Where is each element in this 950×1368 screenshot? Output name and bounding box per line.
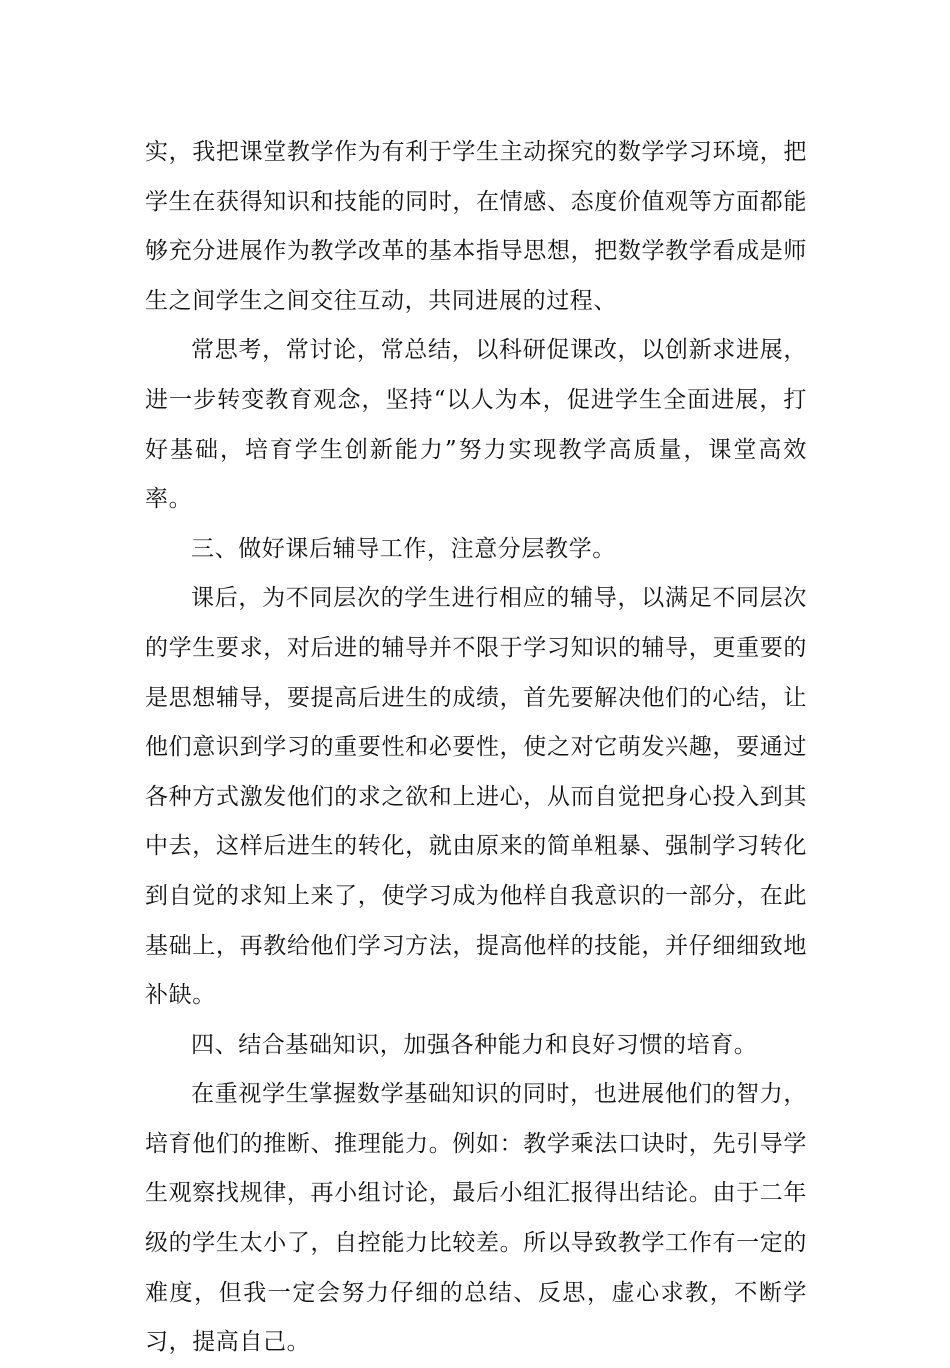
paragraph-reflection: 常思考，常讨论，常总结，以科研促课改，以创新求进展，进一步转变教育观念，坚持“以人为本，促进学生全面进展，打好基础，培育学生创新能力”努力实现教学高质量，课堂高效率。 (145, 337, 807, 513)
document-body (145, 128, 807, 1368)
paragraph-continuation: 实，我把课堂教学作为有利于学生主动探究的数学学习环境，把学生在获得知识和技能的同时，在情感、态度价值观等方面都能够充分进展作为教学改革的基本指导思想，把数学教学看成是师生之间学生之间交往互动，共同进展的过程、 (145, 139, 807, 314)
section-heading-abilities-habits: 四、结合基础知识，加强各种能力和良好习惯的培育。 (191, 1031, 758, 1058)
paragraph-tutoring: 课后，为不同层次的学生进行相应的辅导，以满足不同层次的学生要求，对后进的辅导并不限于学习知识的辅导，更重要的是思想辅导，要提高后进生的成绩，首先要解决他们的心结，让他们意识到学习的重要性和必要性，使之对它萌发兴趣，要通过各种方式激发他们的求之欲和上进心，从而自觉把身心投入到其中去，这样后进生的转化，就由原来的简单粗暴、强制学习转化到自觉的求知上来了，使学习成为他样自我意识的一部分，在此基础上，再教给他们学习方法，提高他样的技能，并仔细细致地补缺。 (145, 585, 807, 1009)
paragraph-abilities: 在重视学生掌握数学基础知识的同时，也进展他们的智力，培育他们的推断、推理能力。例如：教学乘法口诀时，先引导学生观察找规律，再小组讨论，最后小组汇报得出结论。由于二年级的学生太小了，自控能力比较差。所以导致教学工作有一定的难度，但我一定会努力仔细的总结、反思，虚心求教，不断学习，提高自己。 (145, 1081, 807, 1356)
section-heading-after-class-tutoring: 三、做好课后辅导工作，注意分层教学。 (191, 535, 616, 562)
